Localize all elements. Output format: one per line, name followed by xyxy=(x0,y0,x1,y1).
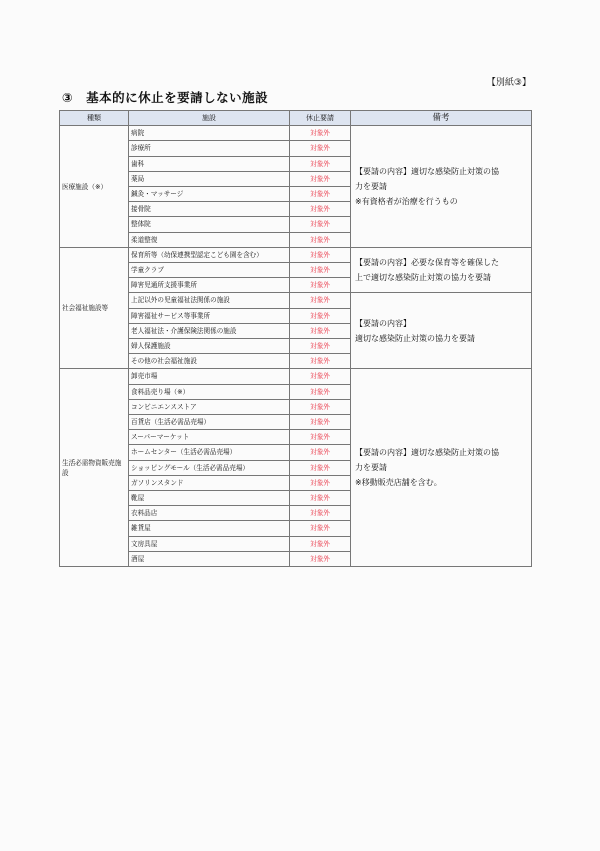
status-cell: 対象外 xyxy=(290,141,351,156)
status-cell: 対象外 xyxy=(290,156,351,171)
note-line: 力を要請 xyxy=(355,182,387,192)
facility-cell: ガソリンスタンド xyxy=(129,475,290,490)
facility-cell: スーパーマーケット xyxy=(129,430,290,445)
category-cell: 生活必需物資販売施設 xyxy=(60,369,129,567)
facility-cell: 婦人保護施設 xyxy=(129,339,290,354)
note-line: 上で適切な感染防止対策の協力を要請 xyxy=(355,273,491,283)
status-cell: 対象外 xyxy=(290,202,351,217)
status-cell: 対象外 xyxy=(290,354,351,369)
note-line: 力を要請 xyxy=(355,463,387,473)
annex-label: 【別紙③】 xyxy=(486,78,531,88)
facility-cell: ホームセンター（生活必需品売場） xyxy=(129,445,290,460)
facility-cell: 老人福祉法・介護保険法関係の施設 xyxy=(129,323,290,338)
status-cell: 対象外 xyxy=(290,293,351,308)
note-cell xyxy=(351,126,532,248)
note-line: 【要請の内容】適切な感染防止対策の協 xyxy=(355,448,499,458)
facility-cell: 卸売市場 xyxy=(129,369,290,384)
facility-cell: 衣料品店 xyxy=(129,506,290,521)
status-cell: 対象外 xyxy=(290,247,351,262)
facility-cell: 食料品売り場（※） xyxy=(129,384,290,399)
header-note: 備考 xyxy=(351,111,532,126)
facility-cell: 文房具屋 xyxy=(129,536,290,551)
status-cell: 対象外 xyxy=(290,551,351,566)
status-cell: 対象外 xyxy=(290,506,351,521)
facility-cell: 障害福祉サービス等事業所 xyxy=(129,308,290,323)
status-cell: 対象外 xyxy=(290,263,351,278)
facility-table xyxy=(59,110,532,567)
status-cell: 対象外 xyxy=(290,187,351,202)
facility-cell: 診療所 xyxy=(129,141,290,156)
status-cell: 対象外 xyxy=(290,232,351,247)
facility-cell: 歯科 xyxy=(129,156,290,171)
table-row xyxy=(60,247,532,262)
table-header-row xyxy=(60,111,532,126)
status-cell: 対象外 xyxy=(290,369,351,384)
note-cell xyxy=(351,293,532,369)
status-cell: 対象外 xyxy=(290,430,351,445)
status-cell: 対象外 xyxy=(290,323,351,338)
note-line: 適切な感染防止対策の協力を要請 xyxy=(355,333,475,343)
status-cell: 対象外 xyxy=(290,278,351,293)
facility-cell: 柔道整復 xyxy=(129,232,290,247)
status-cell: 対象外 xyxy=(290,415,351,430)
facility-cell: 上記以外の児童福祉法関係の施設 xyxy=(129,293,290,308)
facility-cell: 病院 xyxy=(129,126,290,141)
status-cell: 対象外 xyxy=(290,126,351,141)
category-cell: 社会福祉施設等 xyxy=(60,247,129,369)
facility-cell: 障害児通所支援事業所 xyxy=(129,278,290,293)
status-cell: 対象外 xyxy=(290,308,351,323)
table-row xyxy=(60,126,532,141)
header-category: 種類 xyxy=(60,111,129,126)
facility-cell: 酒屋 xyxy=(129,551,290,566)
status-cell: 対象外 xyxy=(290,536,351,551)
facility-cell: コンビニエンスストア xyxy=(129,399,290,414)
facility-cell: ショッピングモール（生活必需品売場） xyxy=(129,460,290,475)
facility-cell: 靴屋 xyxy=(129,491,290,506)
status-cell: 対象外 xyxy=(290,491,351,506)
table-row xyxy=(60,369,532,384)
note-cell xyxy=(351,247,532,293)
status-cell: 対象外 xyxy=(290,384,351,399)
status-cell: 対象外 xyxy=(290,445,351,460)
note-line: ※有資格者が治療を行うもの xyxy=(355,197,458,207)
header-status: 休止要請 xyxy=(290,111,351,126)
status-cell: 対象外 xyxy=(290,521,351,536)
facility-cell: 百貨店（生活必需品売場） xyxy=(129,415,290,430)
table-row xyxy=(60,293,532,308)
status-cell: 対象外 xyxy=(290,475,351,490)
note-line: 【要請の内容】 xyxy=(355,318,411,328)
note-line: ※移動販売店舗を含む。 xyxy=(355,478,442,488)
header-facility: 施設 xyxy=(129,111,290,126)
note-line: 【要請の内容】適切な感染防止対策の協 xyxy=(355,167,499,177)
facility-cell: 薬局 xyxy=(129,171,290,186)
note-line: 【要請の内容】必要な保育等を確保した xyxy=(355,258,499,268)
status-cell: 対象外 xyxy=(290,217,351,232)
facility-cell: 雑貨屋 xyxy=(129,521,290,536)
status-cell: 対象外 xyxy=(290,171,351,186)
status-cell: 対象外 xyxy=(290,460,351,475)
page-title: ③ 基本的に休止を要請しない施設 xyxy=(62,90,269,105)
note-cell xyxy=(351,369,532,567)
facility-cell: 学童クラブ xyxy=(129,263,290,278)
facility-cell: その他の社会福祉施設 xyxy=(129,354,290,369)
facility-cell: 保育所等（幼保連携型認定こども園を含む） xyxy=(129,247,290,262)
facility-cell: 接骨院 xyxy=(129,202,290,217)
status-cell: 対象外 xyxy=(290,339,351,354)
status-cell: 対象外 xyxy=(290,399,351,414)
facility-cell: 鍼灸・マッサージ xyxy=(129,187,290,202)
category-cell: 医療施設（※） xyxy=(60,126,129,248)
facility-cell: 整体院 xyxy=(129,217,290,232)
